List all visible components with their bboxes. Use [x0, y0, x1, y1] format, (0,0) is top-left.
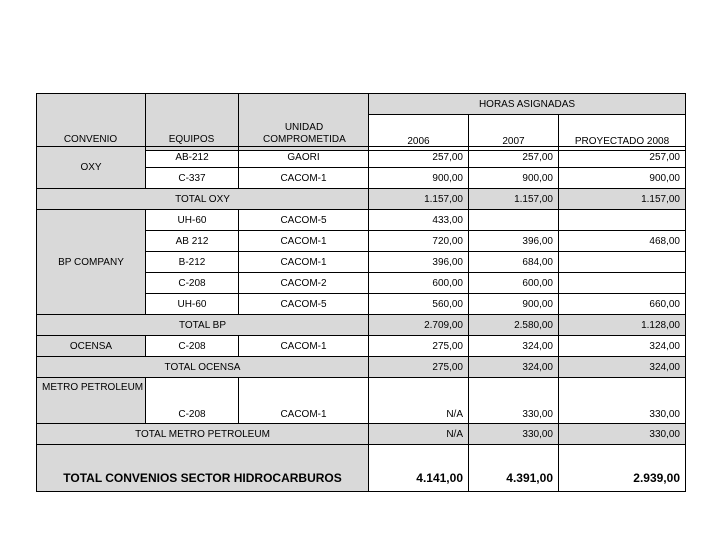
value-2006: 560,00: [369, 294, 469, 315]
total-2007: 1.157,00: [469, 189, 559, 210]
total-row-bp: [37, 315, 686, 336]
convenio-ocensa: OCENSA: [37, 336, 146, 357]
equipo-cell: C-337: [146, 168, 239, 189]
value-2006: 433,00: [369, 210, 469, 231]
equipo-cell: UH-60: [146, 294, 239, 315]
value-2006: 600,00: [369, 273, 469, 294]
value-2007: 600,00: [469, 273, 559, 294]
total-2006: 275,00: [369, 357, 469, 378]
table-row: [37, 210, 686, 231]
grand-total-row: [37, 445, 686, 492]
value-2008: 324,00: [559, 336, 686, 357]
convenio-header: CONVENIO: [63, 134, 118, 145]
equipo-cell: C-208: [146, 273, 239, 294]
equipo-cell: AB 212: [146, 231, 239, 252]
value-2008: 660,00: [559, 294, 686, 315]
convenio-oxy: OXY: [37, 147, 146, 189]
total-row-ocensa: [37, 357, 686, 378]
total-label: TOTAL METRO PETROLEUM: [37, 424, 369, 445]
total-2006: 2.709,00: [369, 315, 469, 336]
value-2007: [469, 210, 559, 231]
value-2006: N/A: [369, 378, 469, 424]
header-row-1: [37, 94, 686, 115]
table-row: [37, 378, 686, 424]
value-2007: 900,00: [469, 294, 559, 315]
year-2006-header: 2006: [369, 115, 469, 151]
total-2006: N/A: [369, 424, 469, 445]
value-2007: 900,00: [469, 168, 559, 189]
equipo-cell: C-208: [146, 336, 239, 357]
value-2008: 257,00: [559, 147, 686, 168]
unidad-cell: CACOM-1: [239, 231, 369, 252]
grand-total-2007: 4.391,00: [469, 445, 559, 492]
total-row-metro: [37, 424, 686, 445]
total-2007: 324,00: [469, 357, 559, 378]
total-label: TOTAL BP: [37, 315, 369, 336]
equipo-cell: UH-60: [146, 210, 239, 231]
value-2008: [559, 210, 686, 231]
value-2008: 330,00: [559, 378, 686, 424]
convenio-bp: BP COMPANY: [37, 210, 146, 315]
unidad-cell: CACOM-2: [239, 273, 369, 294]
value-2007: 257,00: [469, 147, 559, 168]
unidad-cell: GAORI: [239, 147, 369, 168]
value-2006: 900,00: [369, 168, 469, 189]
value-2007: 396,00: [469, 231, 559, 252]
total-2008: 330,00: [559, 424, 686, 445]
horas-asignadas-header: HORAS ASIGNADAS: [369, 94, 686, 115]
value-2006: 275,00: [369, 336, 469, 357]
total-row-oxy: [37, 189, 686, 210]
unidad-cell: CACOM-5: [239, 294, 369, 315]
total-label: TOTAL OXY: [37, 189, 369, 210]
equipos-header: EQUIPOS: [168, 134, 215, 145]
unidad-cell: CACOM-1: [239, 168, 369, 189]
total-2007: 330,00: [469, 424, 559, 445]
body-table: [36, 146, 686, 492]
unidad-cell: CACOM-1: [239, 336, 369, 357]
grand-total-2008: 2.939,00: [559, 445, 686, 492]
table-row: [37, 336, 686, 357]
unidad-cell: CACOM-1: [239, 252, 369, 273]
value-2007: 330,00: [469, 378, 559, 424]
value-2007: 324,00: [469, 336, 559, 357]
total-2008: 324,00: [559, 357, 686, 378]
grand-total-2006: 4.141,00: [369, 445, 469, 492]
unidad-header: UNIDAD COMPROMETIDA: [263, 122, 346, 145]
value-2007: 684,00: [469, 252, 559, 273]
value-2008: 900,00: [559, 168, 686, 189]
grand-total-label: TOTAL CONVENIOS SECTOR HIDROCARBUROS: [37, 445, 369, 492]
total-2008: 1.157,00: [559, 189, 686, 210]
value-2008: [559, 273, 686, 294]
equipo-cell: AB-212: [146, 147, 239, 168]
unidad-cell: CACOM-1: [239, 378, 369, 424]
projected-2008-header: PROYECTADO 2008: [559, 115, 686, 151]
equipo-cell: C-208: [146, 378, 239, 424]
total-2008: 1.128,00: [559, 315, 686, 336]
total-2006: 1.157,00: [369, 189, 469, 210]
value-2006: 396,00: [369, 252, 469, 273]
value-2008: 468,00: [559, 231, 686, 252]
year-2007-header: 2007: [469, 115, 559, 151]
value-2008: [559, 252, 686, 273]
total-2007: 2.580,00: [469, 315, 559, 336]
total-label: TOTAL OCENSA: [37, 357, 369, 378]
table-row: [37, 147, 686, 168]
equipo-cell: B-212: [146, 252, 239, 273]
unidad-cell: CACOM-5: [239, 210, 369, 231]
convenio-metro: METRO PETROLEUM: [37, 378, 146, 424]
value-2006: 720,00: [369, 231, 469, 252]
value-2006: 257,00: [369, 147, 469, 168]
